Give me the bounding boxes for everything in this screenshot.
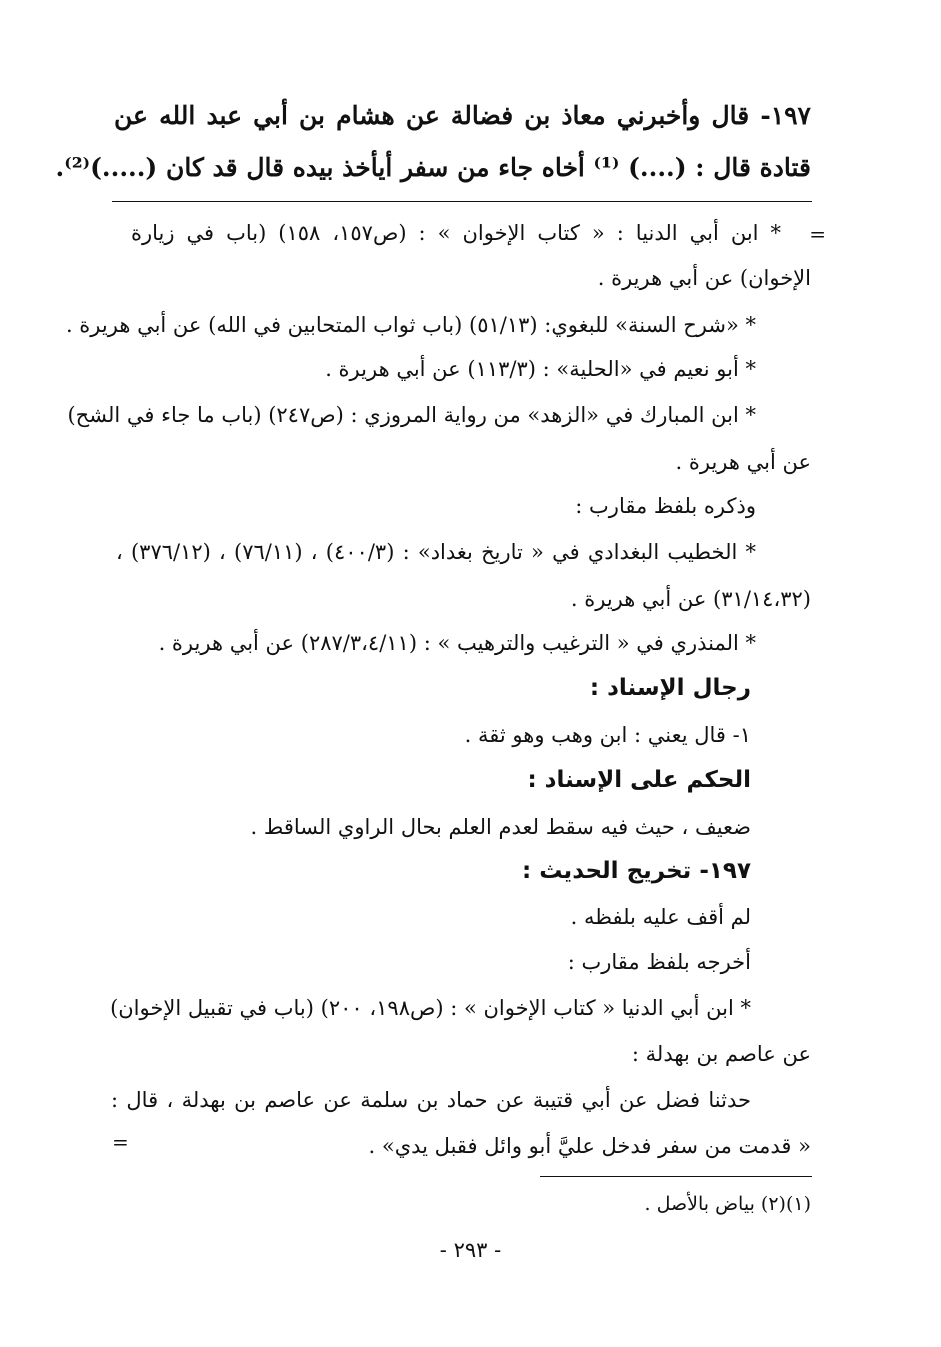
takhrij-item-3-line-2: عن عاصم بن بهدلة : [631,1042,811,1066]
hadith-line-2: قتادة قال : (....) ⁽¹⁾ أخاه جاء من سفر أيأخذ بيده قال قد كان (.....)⁽²⁾. [55,153,811,182]
footnote-rule [540,1176,812,1177]
rijal-item-1: ١- قال يعني : ابن وهب وهو ثقة . [464,723,751,747]
rijal-heading: رجال الإسناد : [589,675,751,701]
continuation-mark-top: = [809,222,826,246]
takhrij-item-3-line-1: * ابن أبي الدنيا « كتاب الإخوان » : (ص١٩٨، ٢٠٠) (باب في تقبيل الإخوان) [110,996,751,1020]
takhrij-item-4-line-2: « قدمت من سفر فدخل عليَّ أبو وائل فقبل يدي» . [368,1134,811,1158]
separator-rule [112,201,812,202]
footnote: (١)(٢) بياض بالأصل . [644,1193,811,1215]
note-4-line-1: * ابن المبارك في «الزهد» من رواية المروزي : (ص٢٤٧) (باب ما جاء في الشح) [67,403,756,427]
note-6-line-2: (٣١/١٤،٣٢) عن أبي هريرة . [570,587,811,611]
continuation-mark-bottom: = [112,1130,129,1154]
takhrij-item-1: لم أقف عليه بلفظه . [570,905,751,929]
note-6-line-1: * الخطيب البغدادي في « تاريخ بغداد» : (٤٠٠/٣) ، (٧٦/١١) ، (٣٧٦/١٢) ، [116,540,757,564]
takhrij-item-2: أخرجه بلفظ مقارب : [567,950,751,974]
hukm-heading: الحكم على الإسناد : [527,767,751,793]
note-3: * أبو نعيم في «الحلية» : (١١٣/٣) عن أبي هريرة . [325,357,756,381]
note-5: وذكره بلفظ مقارب : [575,494,756,518]
takhrij-item-4-line-1: حدثنا فضل عن أبي قتيبة عن حماد بن سلمة عن عاصم بن بهدلة ، قال : [111,1088,751,1112]
note-7: * المنذري في « الترغيب والترهيب » : (٢٨٧/٣،٤/١١) عن أبي هريرة . [158,631,756,655]
note-1-line-2: الإخوان) عن أبي هريرة . [597,266,811,290]
hukm-text: ضعيف ، حيث فيه سقط لعدم العلم بحال الراوي الساقط . [250,815,751,839]
takhrij-heading: ١٩٧- تخريج الحديث : [522,858,751,884]
note-1-line-1: * ابن أبي الدنيا : « كتاب الإخوان » : (ص١٥٧، ١٥٨) (باب في زيارة [131,221,781,245]
page-number: - ٢٩٣ - [439,1238,502,1262]
note-2: * «شرح السنة» للبغوي: (٥١/١٣) (باب ثواب المتحابين في الله) عن أبي هريرة . [65,313,756,337]
hadith-line-1: ١٩٧- قال وأخبرني معاذ بن فضالة عن هشام بن أبي عبد الله عن [114,101,811,130]
note-4-line-2: عن أبي هريرة . [675,450,811,474]
